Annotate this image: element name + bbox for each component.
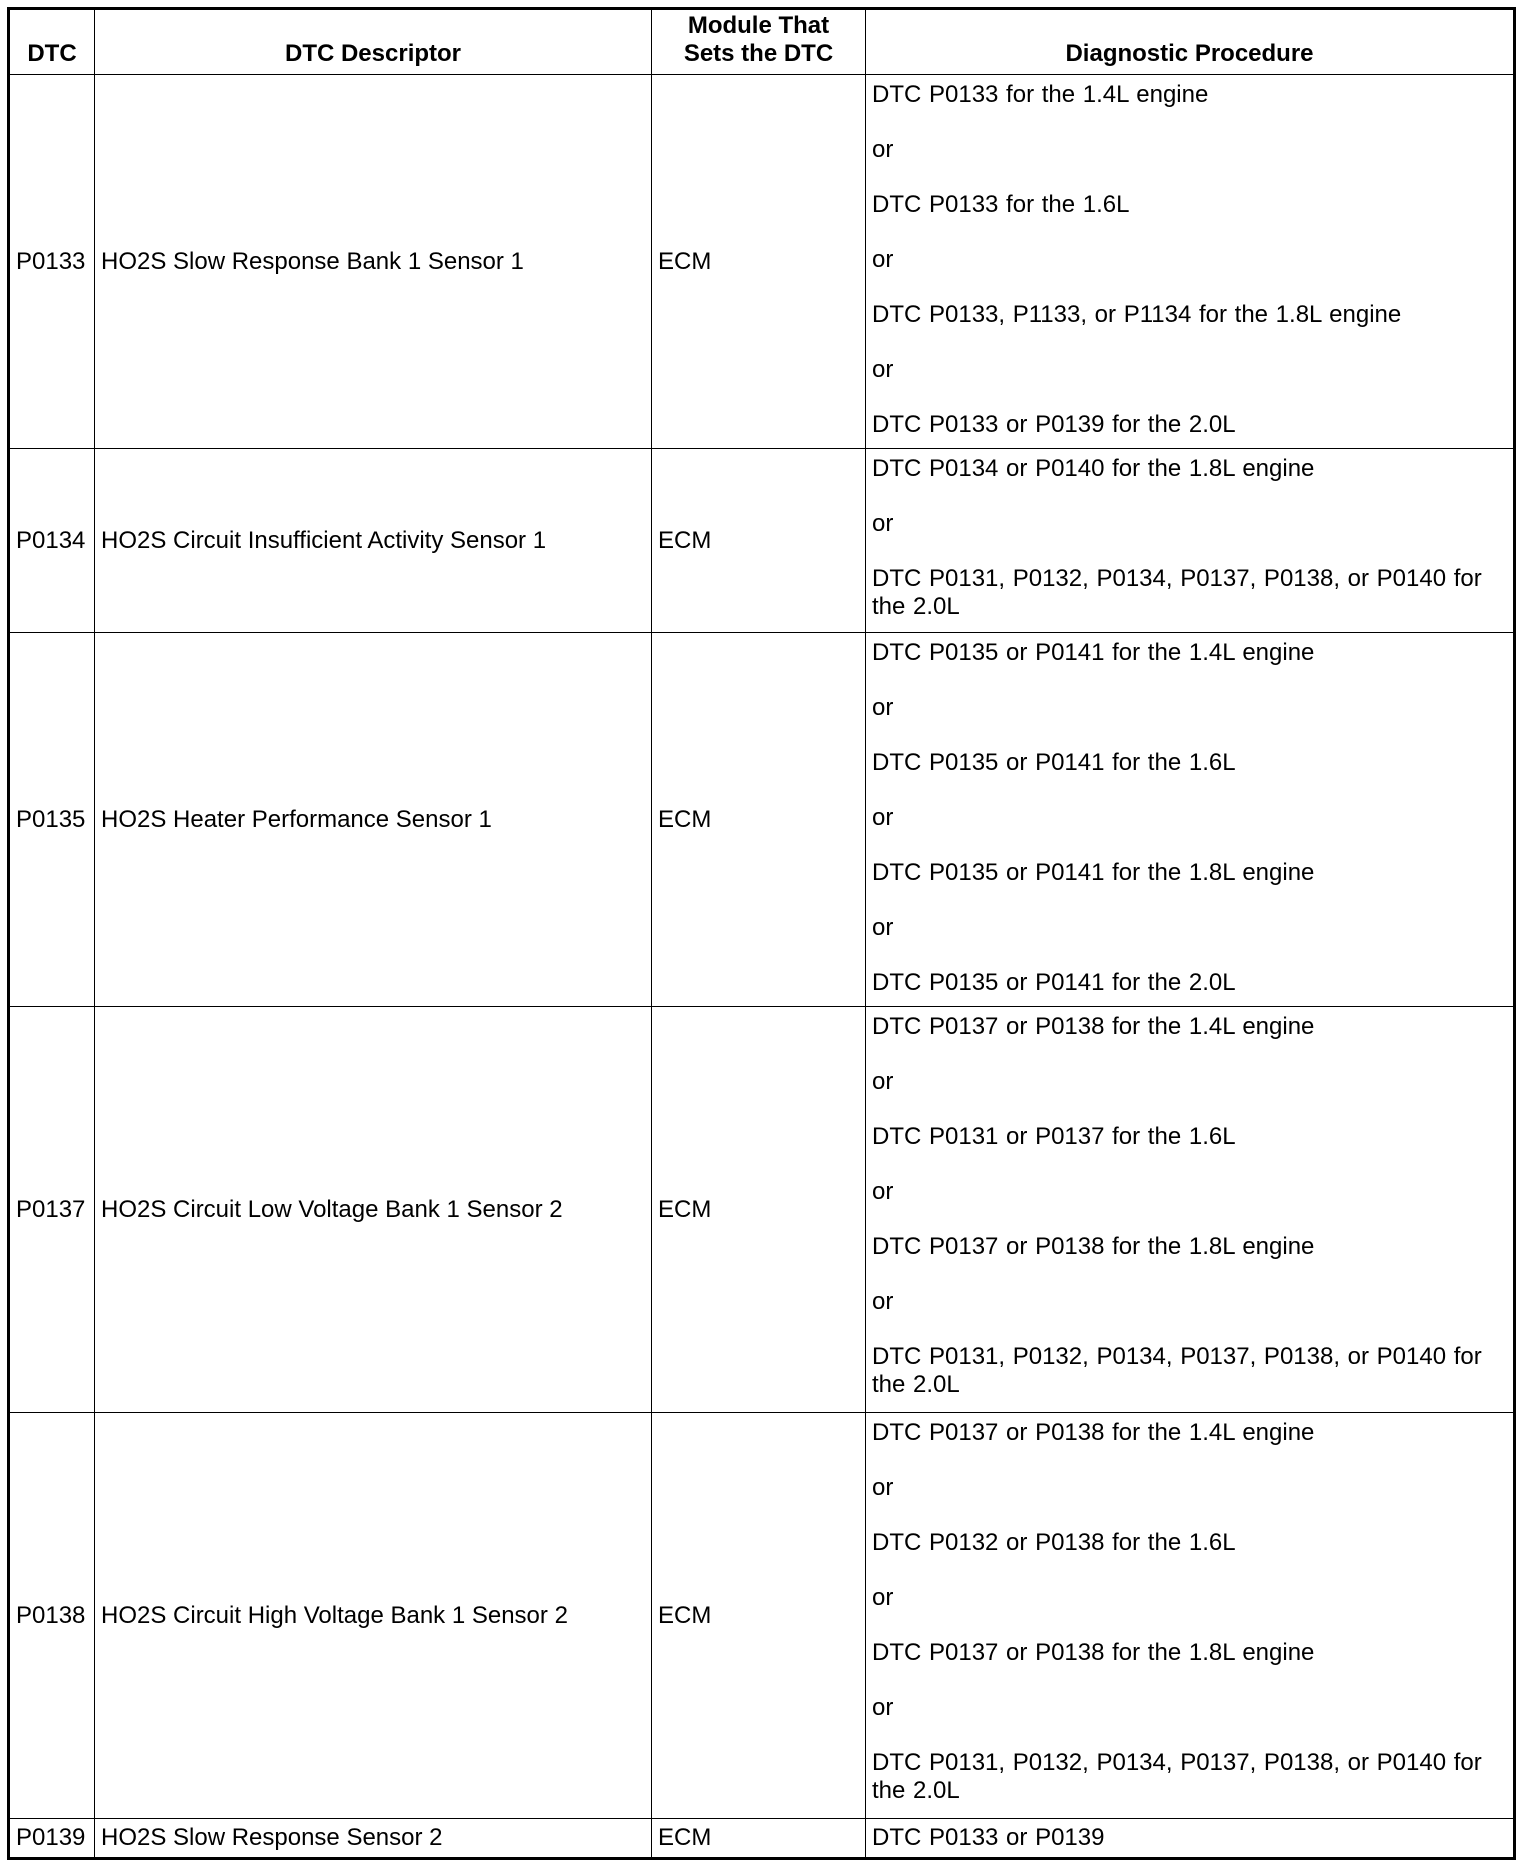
procedure-line: DTC P0131, P0132, P0134, P0137, P0138, or P0140 for the 2.0L — [872, 565, 1482, 620]
procedure-line: DTC P0137 or P0138 for the 1.4L engine — [872, 1419, 1315, 1446]
procedure-line: DTC P0137 or P0138 for the 1.4L engine — [872, 1013, 1315, 1040]
dtc-descriptor-cell: HO2S Circuit Insufficient Activity Sensor 1 — [95, 449, 652, 633]
header-module-line1: Module That — [687, 12, 830, 39]
dtc-code-cell: P0135 — [9, 633, 95, 1007]
diagnostic-procedure-cell — [866, 1819, 1515, 1859]
procedure-line: DTC P0134 or P0140 for the 1.8L engine — [872, 455, 1315, 482]
diagnostic-procedure-cell — [866, 633, 1515, 1007]
dtc-code-cell: P0137 — [9, 1007, 95, 1413]
procedure-line: or — [872, 1288, 894, 1315]
table-row — [9, 1007, 1515, 1413]
diagnostic-procedure-cell — [866, 1007, 1515, 1413]
table-row — [9, 633, 1515, 1007]
procedure-line: DTC P0137 or P0138 for the 1.8L engine — [872, 1233, 1315, 1260]
table-row — [9, 75, 1515, 449]
table-row — [9, 1413, 1515, 1819]
procedure-line: DTC P0135 or P0141 for the 1.4L engine — [872, 639, 1315, 666]
procedure-line: DTC P0135 or P0141 for the 1.8L engine — [872, 859, 1315, 886]
procedure-line: DTC P0132 or P0138 for the 1.6L — [872, 1529, 1236, 1556]
procedure-line: or — [872, 1584, 894, 1611]
procedure-line: DTC P0137 or P0138 for the 1.8L engine — [872, 1639, 1315, 1666]
module-cell: ECM — [652, 1413, 866, 1819]
procedure-line: or — [872, 510, 894, 537]
procedure-line: or — [872, 1694, 894, 1721]
dtc-descriptor-cell: HO2S Circuit High Voltage Bank 1 Sensor 2 — [95, 1413, 652, 1819]
diagnostic-procedure-cell — [866, 1413, 1515, 1819]
procedure-line: or — [872, 804, 894, 831]
header-row — [9, 9, 1515, 75]
procedure-line: DTC P0131 or P0137 for the 1.6L — [872, 1123, 1236, 1150]
procedure-line: or — [872, 694, 894, 721]
procedure-line: or — [872, 1068, 894, 1095]
module-cell: ECM — [652, 449, 866, 633]
procedure-line: DTC P0133 for the 1.6L — [872, 191, 1130, 218]
table-row — [9, 1819, 1515, 1859]
header-descriptor: DTC Descriptor — [95, 9, 652, 75]
procedure-line: or — [872, 246, 894, 273]
procedure-line: or — [872, 1178, 894, 1205]
dtc-descriptor-cell: HO2S Heater Performance Sensor 1 — [95, 633, 652, 1007]
module-cell: ECM — [652, 633, 866, 1007]
dtc-code-cell: P0138 — [9, 1413, 95, 1819]
table-row — [9, 449, 1515, 633]
procedure-line: or — [872, 1474, 894, 1501]
procedure-line: DTC P0135 or P0141 for the 2.0L — [872, 969, 1236, 996]
procedure-line: DTC P0133 for the 1.4L engine — [872, 81, 1209, 108]
header-dtc: DTC — [9, 9, 95, 75]
diagnostic-procedure-cell — [866, 75, 1515, 449]
procedure-line: DTC P0133 or P0139 — [872, 1824, 1105, 1851]
dtc-descriptor-cell: HO2S Circuit Low Voltage Bank 1 Sensor 2 — [95, 1007, 652, 1413]
header-procedure: Diagnostic Procedure — [866, 9, 1515, 75]
procedure-line: DTC P0131, P0132, P0134, P0137, P0138, or P0140 for the 2.0L — [872, 1343, 1482, 1398]
diagnostic-procedure-cell — [866, 449, 1515, 633]
dtc-code-cell: P0133 — [9, 75, 95, 449]
module-cell: ECM — [652, 75, 866, 449]
procedure-line: or — [872, 914, 894, 941]
procedure-line: DTC P0135 or P0141 for the 1.6L — [872, 749, 1236, 776]
module-cell: ECM — [652, 1819, 866, 1859]
dtc-code-cell: P0134 — [9, 449, 95, 633]
dtc-code-cell: P0139 — [9, 1819, 95, 1859]
dtc-table — [7, 7, 1516, 1860]
procedure-line: or — [872, 356, 894, 383]
module-cell: ECM — [652, 1007, 866, 1413]
header-module-line2: Sets the DTC — [683, 40, 834, 67]
dtc-descriptor-cell: HO2S Slow Response Bank 1 Sensor 1 — [95, 75, 652, 449]
procedure-line: DTC P0133, P1133, or P1134 for the 1.8L engine — [872, 301, 1402, 328]
procedure-line: or — [872, 136, 894, 163]
table-body — [9, 75, 1515, 1859]
procedure-line: DTC P0133 or P0139 for the 2.0L — [872, 411, 1236, 438]
dtc-descriptor-cell: HO2S Slow Response Sensor 2 — [95, 1819, 652, 1859]
procedure-line: DTC P0131, P0132, P0134, P0137, P0138, or P0140 for the 2.0L — [872, 1749, 1482, 1804]
header-module — [652, 9, 866, 75]
